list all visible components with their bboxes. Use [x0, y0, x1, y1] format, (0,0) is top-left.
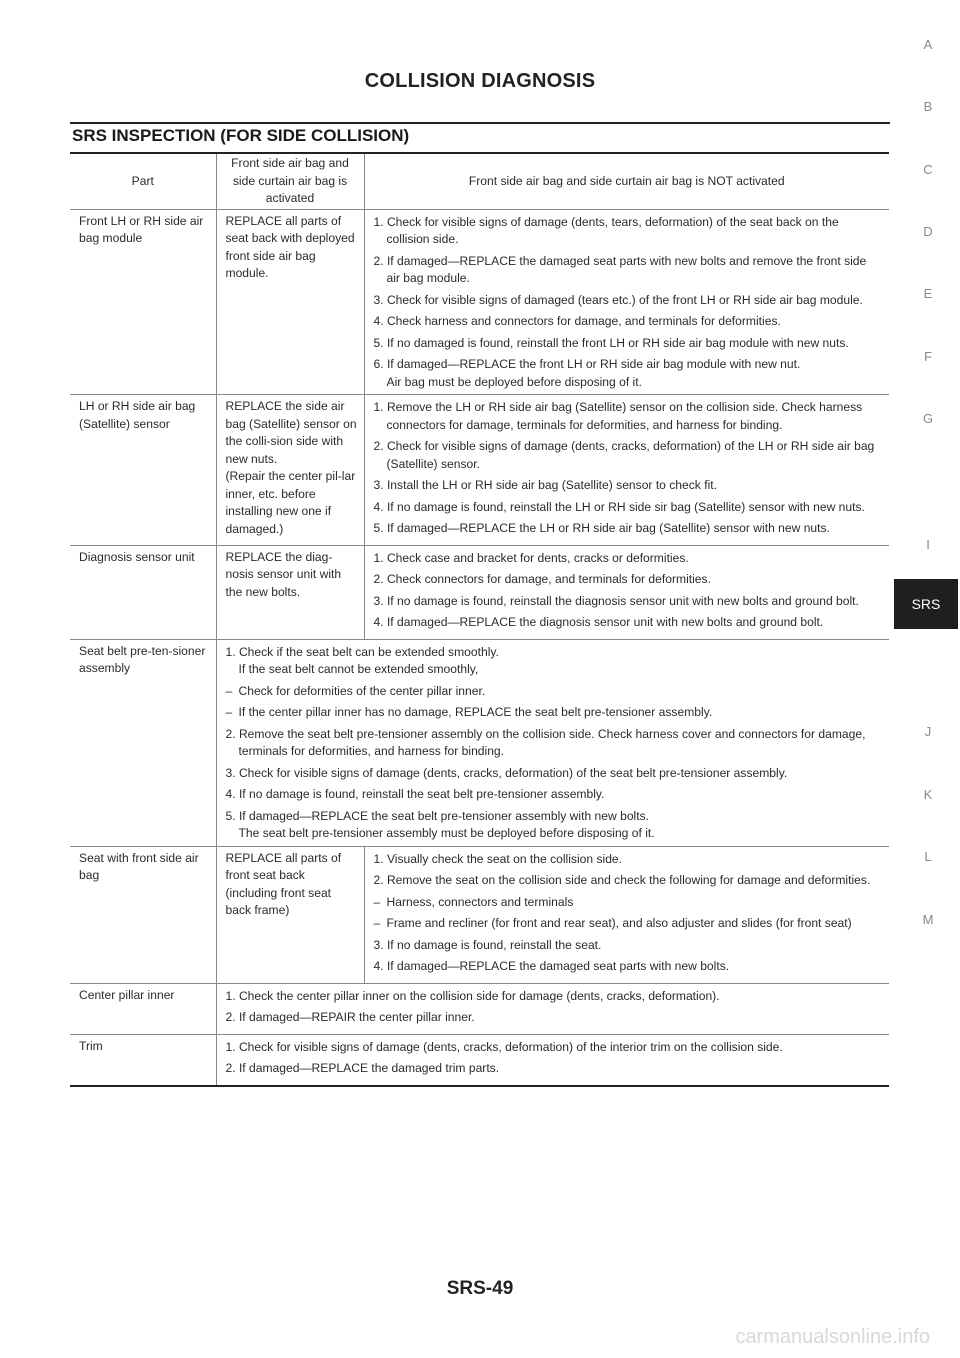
step-item: 1. Remove the LH or RH side air bag (Satellite) sensor on the collision side. Check harness connectors for damage, terminals for deformities, and harness for binding.: [373, 400, 863, 432]
header-not-activated: Front side air bag and side curtain air bag is NOT activated: [364, 153, 889, 209]
part-cell: Diagnosis sensor unit: [79, 549, 195, 564]
not-activated-cell: [364, 209, 889, 395]
step-item: 4. If damaged—REPLACE the damaged seat parts with new bolts.: [373, 959, 730, 973]
page-title: COLLISION DIAGNOSIS: [364, 70, 596, 92]
step-item: 1. Check for visible signs of damage (dents, tears, deformation) of the seat back on the collision side.: [373, 214, 839, 246]
step-item: 3. Install the LH or RH side air bag (Satellite) sensor to check fit.: [373, 478, 717, 492]
table-row: [70, 846, 889, 983]
table-row: [70, 983, 889, 1034]
index-tab-m[interactable]: M: [922, 912, 934, 927]
index-tab-e[interactable]: E: [923, 286, 933, 301]
index-tab-j[interactable]: J: [924, 724, 932, 739]
activated-cell: REPLACE the diag-nosis sensor unit with the new bolts.: [216, 545, 364, 639]
dash-item: – Check for deformities of the center pillar inner.: [225, 683, 486, 698]
index-tab-d[interactable]: D: [923, 224, 933, 239]
step-item: 3. Check for visible signs of damaged (tears etc.) of the front LH or RH side air bag module.: [373, 292, 863, 307]
title-rule: [70, 122, 890, 124]
merged-procedure-cell: [216, 983, 889, 1034]
step-item: 2. Check for visible signs of damage (dents, cracks, deformation) of the LH or RH side air bag (Satellite) sensor.: [373, 439, 875, 471]
step-item: 2. If damaged—REPAIR the center pillar inner.: [225, 1010, 475, 1024]
index-tab-i[interactable]: I: [926, 537, 930, 552]
table-row: [70, 395, 889, 546]
part-cell: LH or RH side air bag (Satellite) sensor: [79, 399, 196, 431]
step-item: 5. If damaged—REPLACE the seat belt pre-tensioner assembly with new bolts.: [225, 808, 649, 823]
activated-cell: [216, 395, 364, 546]
step-item: 3. If no damage is found, reinstall the seat.: [373, 937, 602, 952]
step-item: 4. If no damage is found, reinstall the seat belt pre-tensioner assembly.: [225, 787, 605, 801]
activated-cell: REPLACE all parts of seat back with deployed front side air bag module.: [216, 209, 364, 395]
step-item: 1. Check if the seat belt can be extended smoothly.: [225, 644, 499, 659]
header-part: Part: [131, 173, 154, 188]
step-note: The seat belt pre-tensioner assembly must be deployed before disposing of it.: [238, 826, 655, 840]
merged-procedure-cell: [216, 639, 889, 846]
header-activated: Front side air bag and side curtain air bag is activated: [216, 153, 364, 209]
activated-text: REPLACE the side air bag (Satellite) sensor on the colli-sion side with new nuts.: [225, 399, 357, 466]
step-item: 2. Check connectors for damage, and terminals for deformities.: [373, 572, 711, 586]
step-item: 3. If no damage is found, reinstall the diagnosis sensor unit with new bolts and ground bolt.: [373, 593, 859, 608]
step-note: Air bag must be deployed before disposing of it.: [386, 374, 642, 389]
step-item: 4. If no damage is found, reinstall the LH or RH side sir bag (Satellite) sensor with new nuts.: [373, 499, 865, 514]
step-item: 6. If damaged—REPLACE the front LH or RH side air bag module with new nut.: [373, 357, 801, 371]
srs-inspection-table: [70, 152, 889, 1087]
step-item: 5. If no damaged is found, reinstall the front LH or RH side air bag module with new nuts.: [373, 335, 849, 350]
index-tab-srs[interactable]: SRS: [894, 579, 958, 629]
table-row: [70, 639, 889, 846]
part-cell: Front LH or RH side air bag module: [79, 213, 204, 245]
side-index: [896, 0, 960, 1358]
not-activated-cell: [364, 846, 889, 983]
watermark: carmanualsonline.info: [735, 1326, 930, 1348]
step-item: 1. Visually check the seat on the collision side.: [373, 851, 623, 866]
index-tab-l[interactable]: L: [924, 849, 932, 864]
step-item: 2. Remove the seat on the collision side and check the following for damage and deformities.: [373, 873, 871, 887]
part-cell: Seat with front side air bag: [79, 850, 199, 882]
step-item: 2. If damaged—REPLACE the damaged trim parts.: [225, 1061, 500, 1075]
part-cell: Trim: [79, 1038, 103, 1053]
page-number: SRS-49: [446, 1278, 514, 1299]
step-item: 4. If damaged—REPLACE the diagnosis sensor unit with new bolts and ground bolt.: [373, 615, 824, 629]
step-item: 1. Check for visible signs of damage (dents, cracks, deformation) of the interior trim on the collision side.: [225, 1039, 783, 1054]
index-tab-k[interactable]: K: [923, 787, 933, 802]
merged-procedure-cell: [216, 1034, 889, 1086]
index-tab-c[interactable]: C: [923, 162, 933, 177]
not-activated-cell: [364, 545, 889, 639]
dash-item: – Frame and recliner (for front and rear seat), and also adjuster and slides (for front seat): [373, 916, 852, 930]
index-tab-b[interactable]: B: [923, 99, 933, 114]
index-tab-f[interactable]: F: [924, 349, 932, 364]
step-item: 1. Check case and bracket for dents, cracks or deformities.: [373, 550, 689, 565]
part-cell: Center pillar inner: [79, 987, 175, 1002]
part-cell: Seat belt pre-ten-sioner assembly: [79, 643, 206, 675]
step-item: 5. If damaged—REPLACE the LH or RH side air bag (Satellite) sensor with new nuts.: [373, 521, 830, 535]
step-item: 1. Check the center pillar inner on the collision side for damage (dents, cracks, deformation).: [225, 988, 720, 1003]
step-item: 2. If damaged—REPLACE the damaged seat parts with new bolts and remove the front side air bag module.: [373, 253, 867, 285]
table-row: [70, 1034, 889, 1086]
table-header-row: [70, 153, 889, 209]
section-title: SRS INSPECTION (FOR SIDE COLLISION): [72, 126, 410, 145]
not-activated-cell: [364, 395, 889, 546]
dash-item: – If the center pillar inner has no damage, REPLACE the seat belt pre-tensioner assembly.: [225, 705, 713, 719]
step-item: 2. Remove the seat belt pre-tensioner assembly on the collision side. Check harness cover and connectors for damage, terminals for deformities, and harness for binding.: [225, 726, 866, 758]
step-item: 3. Check for visible signs of damage (dents, cracks, deformation) of the seat belt pre-tensioner assembly.: [225, 765, 788, 780]
index-tab-g[interactable]: G: [922, 411, 934, 426]
step-note: If the seat belt cannot be extended smoothly,: [238, 662, 479, 676]
table-row: [70, 545, 889, 639]
activated-note: (Repair the center pil-lar inner, etc. before installing new one if damaged.): [225, 469, 356, 536]
index-tab-a[interactable]: A: [923, 37, 933, 52]
step-item: 4. Check harness and connectors for damage, and terminals for deformities.: [373, 314, 781, 328]
table-row: [70, 209, 889, 395]
activated-cell: REPLACE all parts of front seat back (including front seat back frame): [216, 846, 364, 983]
dash-item: – Harness, connectors and terminals: [373, 894, 574, 909]
